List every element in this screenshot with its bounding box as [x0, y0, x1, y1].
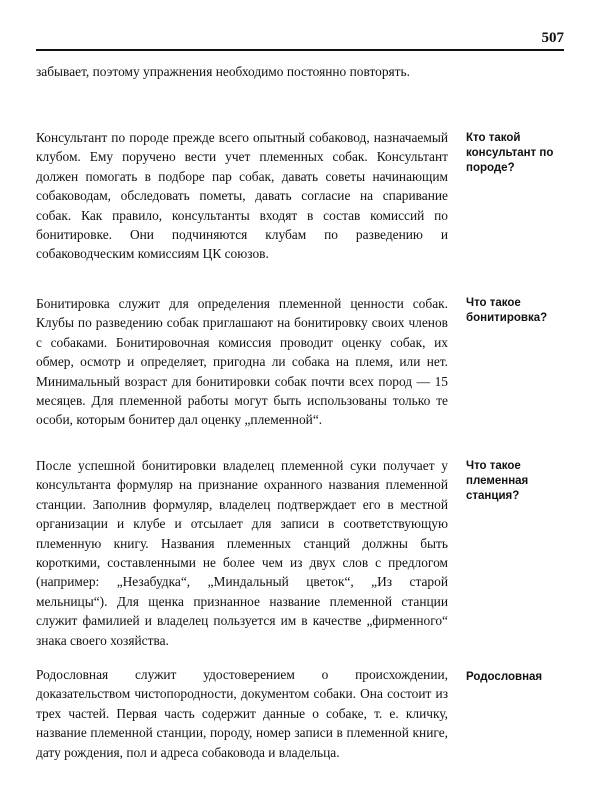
paragraph-intro-continuation: забывает, поэтому упражнения необходимо постоянно повторять.: [36, 64, 410, 79]
page-number: 507: [541, 30, 564, 46]
paragraph-breed-consultant: Консультант по породе прежде всего опытный собаковод, назначаемый клубом. Ему поручено вести учет племенных собак. Консультант должен помогать в подборе пар собак, давать советы начинающим собаководам, обследовать пометы, давать согласие на спаривание собак. Как правило, консультанты входят в состав комиссий по бонитировке. Они подчиняются клубам по разведению и собаководческим комиссиям ЦК союзов.: [36, 130, 448, 262]
paragraph-breeding-station: После успешной бонитировки владелец племенной суки получает у консультанта формуляр на признание охранного названия племенной станции. Заполнив формуляр, владелец подтверждает его в местной организации и клубе и отсылает для записи в соответствующую племенную книгу. Названия племенных станций должны быть короткими, составленными не более чем из двух слов с предлогом (например: „Незабудка“, „Миндальный цветок“, „Из старой мельницы“). Для щенка признанное название племенной станции служит фамилией и владелец пользуется им в качестве „фирменного“ знака своего хозяйства.: [36, 458, 448, 648]
margin-note-pedigree: Родословная: [466, 671, 543, 683]
header-rule: [36, 49, 564, 51]
margin-note-bonitation: Что такое бонитировка?: [466, 297, 548, 324]
paragraph-bonitation: Бонитировка служит для определения племенной ценности собак. Клубы по разведению собак приглашают на бонитировку своих членов с собаками. Бонитировочная комиссия проводит оценку собак, их обмер, осмотр и определяет, пригодна ли собака на племя, или нет. Минимальный возраст для бонитировки собак почти всех пород — 15 месяцев. Для племенной работы могут быть использованы только те особи, которым бонитер дал оценку „племенной“.: [36, 296, 448, 428]
paragraph-pedigree: Родословная служит удостоверением о происхождении, доказательством чистопородности, документом собаки. Она состоит из трех частей. Первая часть содержит данные о собаке, т. е. кличку, название племенной станции, породу, номер записи в племенной книге, дату рождения, пол и адреса собаковода и владельца.: [36, 667, 448, 760]
margin-note-breeding-station: Что такое племенная станция?: [466, 460, 529, 502]
margin-note-breed-consultant: Кто такой консультант по породе?: [466, 132, 554, 174]
